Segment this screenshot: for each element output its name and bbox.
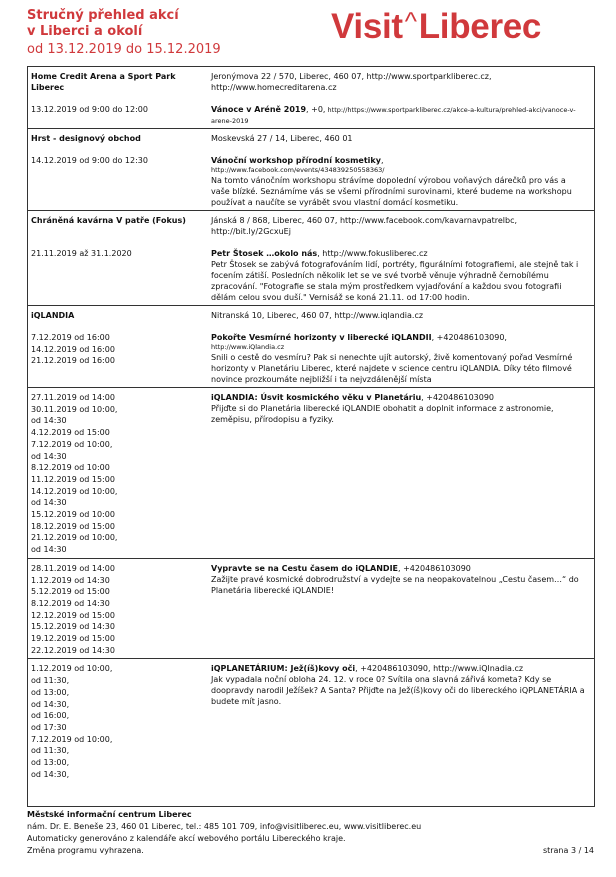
event-title-text: Vypravte se na Cestu časem do iQLANDIE — [211, 563, 399, 573]
footer-address: nám. Dr. E. Beneše 23, 460 01 Liberec, tel.: 485 101 709, info@visitliberec.eu, www.visitliberec.eu — [27, 822, 422, 831]
event-row — [28, 388, 594, 559]
event-title — [211, 332, 586, 343]
events-table — [27, 66, 595, 807]
event-description: Petr Štosek se zabývá fotografováním lidí, portréty, figurálními fotografiemi, ale stejně tak i focením zátiší. Posledních několik let se ve své tvorbě věnuje výhradně černobílému zpracování. "Fotografie se stala mým prostředkem vyjadřování a každou svou fotografii dělám celou svou duší." Vernisáž se koná 21.11. od 17:00 hodin. — [211, 260, 579, 302]
event-row — [28, 559, 594, 660]
event-description: Zažijte pravé kosmické dobrodružství a vydejte se na neopakovatelnou „Cestu časem…“ do Planetária liberecké iQLANDIE! — [211, 574, 579, 595]
event-title — [211, 155, 586, 166]
event-title — [211, 104, 586, 126]
visit-liberec-logo — [331, 5, 541, 51]
event-title — [211, 392, 586, 403]
event-url[interactable]: http://www.iQlandia.cz — [211, 343, 285, 351]
event-dates: 14.12.2019 od 9:00 do 12:30 — [31, 156, 148, 165]
event-url[interactable]: http://www.facebook.com/events/434839250558363/ — [211, 166, 385, 174]
event-contact: , — [380, 156, 384, 165]
event-contact: , +420486103090 — [398, 563, 471, 573]
venue-address: Nitranská 10, Liberec, 460 07, http://www.iqlandia.cz — [211, 311, 424, 320]
venue-row — [28, 67, 594, 129]
event-title-text: Pokořte Vesmírné horizonty v liberecké iQLANDII — [211, 333, 432, 342]
document-footer — [27, 809, 421, 857]
venue-address: Jeronýmova 22 / 570, Liberec, 460 07, http://www.sportparkliberec.cz, http://www.homecreditarena.cz — [211, 72, 492, 92]
page-number: strana 3 / 14 — [542, 846, 594, 855]
venue-name: Chráněná kavárna V patře (Fokus) — [31, 216, 186, 225]
event-dates: 13.12.2019 od 9:00 do 12:00 — [31, 105, 148, 114]
venue-row — [28, 211, 594, 306]
event-contact: , +420486103090, — [431, 333, 507, 342]
venue-address: Moskevská 27 / 14, Liberec, 460 01 — [211, 134, 353, 143]
venue-row — [28, 306, 594, 388]
event-title-text: iQLANDIA: Úsvit kosmického věku v Planetáriu — [211, 393, 422, 402]
document-title-line1: Stručný přehled akcí — [27, 8, 179, 23]
event-dates: 1.12.2019 od 10:00, od 11:30, od 13:00, od 14:30, od 16:00, od 17:30 7.12.2019 od 10:00, od 11:30, od 13:00, od 14:30, — [31, 664, 113, 779]
footer-note-generated: Automaticky generováno z kalendáře akcí webového portálu Libereckého kraje. — [27, 834, 346, 843]
event-title — [211, 663, 586, 674]
event-dates: 7.12.2019 od 16:00 14.12.2019 od 16:00 21.12.2019 od 16:00 — [31, 333, 115, 366]
event-description: Na tomto vánočním workshopu strávíme dopolední výrobou voňavých dárečků pro vás a vaše blízké. Seznámíme vás se všemi přírodními surovinami, které budeme na workshopu používat a naučíte se vyrábět svou vlastní domácí kosmetiku. — [211, 176, 572, 207]
venue-name: Home Credit Arena a Sport Park Liberec — [31, 72, 176, 92]
event-dates: 27.11.2019 od 14:00 30.11.2019 od 10:00, od 14:30 4.12.2019 od 15:00 7.12.2019 od 10:00, od 14:30 8.12.2019 od 10:00 11.12.2019 od 15:00 14.12.2019 od 10:00, od 14:30 15.12.2019 od 10:00 18.12.2019 od 15:00 21.12.2019 od 10:00, od 14:30 — [31, 393, 118, 555]
event-title-text: Vánoční workshop přírodní kosmetiky — [211, 156, 381, 165]
event-description: Jak vypadala noční obloha 24. 12. v roce 0? Svítila ona slavná zářivá kometa? Kdy se doopravdy narodil Ježíšek? A Santa? Přijďte na Jež(íš)kovy oči do libereckého iQPLANETÁRIA a budete mít jasno. — [211, 675, 585, 707]
event-description: Snili o cestě do vesmíru? Pak si nenechte ujít autorský, živě komentovaný pořad Vesmírné horizonty v Planetáriu Liberec, které najdete v science centru iQLANDIA. Díky této filmové novince prozkoumáte nejbližší i ta nejvzdálenější místa — [211, 353, 573, 384]
event-title-text: Petr Štosek …okolo nás — [211, 249, 318, 258]
venue-row — [28, 129, 594, 211]
date-range: od 13.12.2019 do 15.12.2019 — [27, 42, 221, 57]
logo-word-visit: Visit — [331, 7, 403, 46]
venue-name: iQLANDIA — [31, 311, 75, 320]
event-dates: 28.11.2019 od 14:00 1.12.2019 od 14:30 5.12.2019 od 15:00 8.12.2019 od 14:30 12.12.2019 od 15:00 15.12.2019 od 14:30 19.12.2019 od 15:00 22.12.2019 od 14:30 — [31, 563, 115, 655]
document-title-line2: v Liberci a okolí — [27, 24, 143, 39]
event-contact: , +420486103090, http://www.iQlnadia.cz — [355, 664, 524, 674]
event-contact: , +0, — [306, 105, 326, 114]
event-url[interactable]: http://https://www.sportparkliberec.cz/akce-a-kultura/prehled-akci/vanoce-v-arene-2019 — [211, 106, 576, 125]
event-row — [28, 659, 594, 782]
venue-address: Jánská 8 / 868, Liberec, 460 07, http://www.facebook.com/kavarnavpatrelbc, http://bit.ly/2GcxuEj — [211, 216, 518, 236]
logo-caret: ^ — [404, 6, 417, 36]
event-contact: , http://www.fokusliberec.cz — [317, 249, 428, 258]
event-title — [211, 248, 586, 259]
event-title-text: Vánoce v Aréně 2019 — [211, 105, 307, 114]
event-description: Přijďte si do Planetária liberecké iQLANDIE obohatit a doplnit informace z astronomie, zeměpisu, přírodopisu a fyziky. — [211, 404, 554, 424]
footer-organization: Městské informační centrum Liberec — [27, 810, 192, 819]
logo-word-liberec: Liberec — [418, 7, 542, 46]
event-title-text: iQPLANETÁRIUM: Jež(íš)kovy oči — [211, 664, 356, 674]
document-header — [27, 8, 221, 58]
event-contact: , +420486103090 — [421, 393, 495, 402]
event-title — [211, 563, 586, 574]
venue-name: Hrst - designový obchod — [31, 134, 141, 143]
event-dates: 21.11.2019 až 31.1.2020 — [31, 249, 132, 258]
footer-note-changes: Změna programu vyhrazena. — [27, 846, 144, 855]
